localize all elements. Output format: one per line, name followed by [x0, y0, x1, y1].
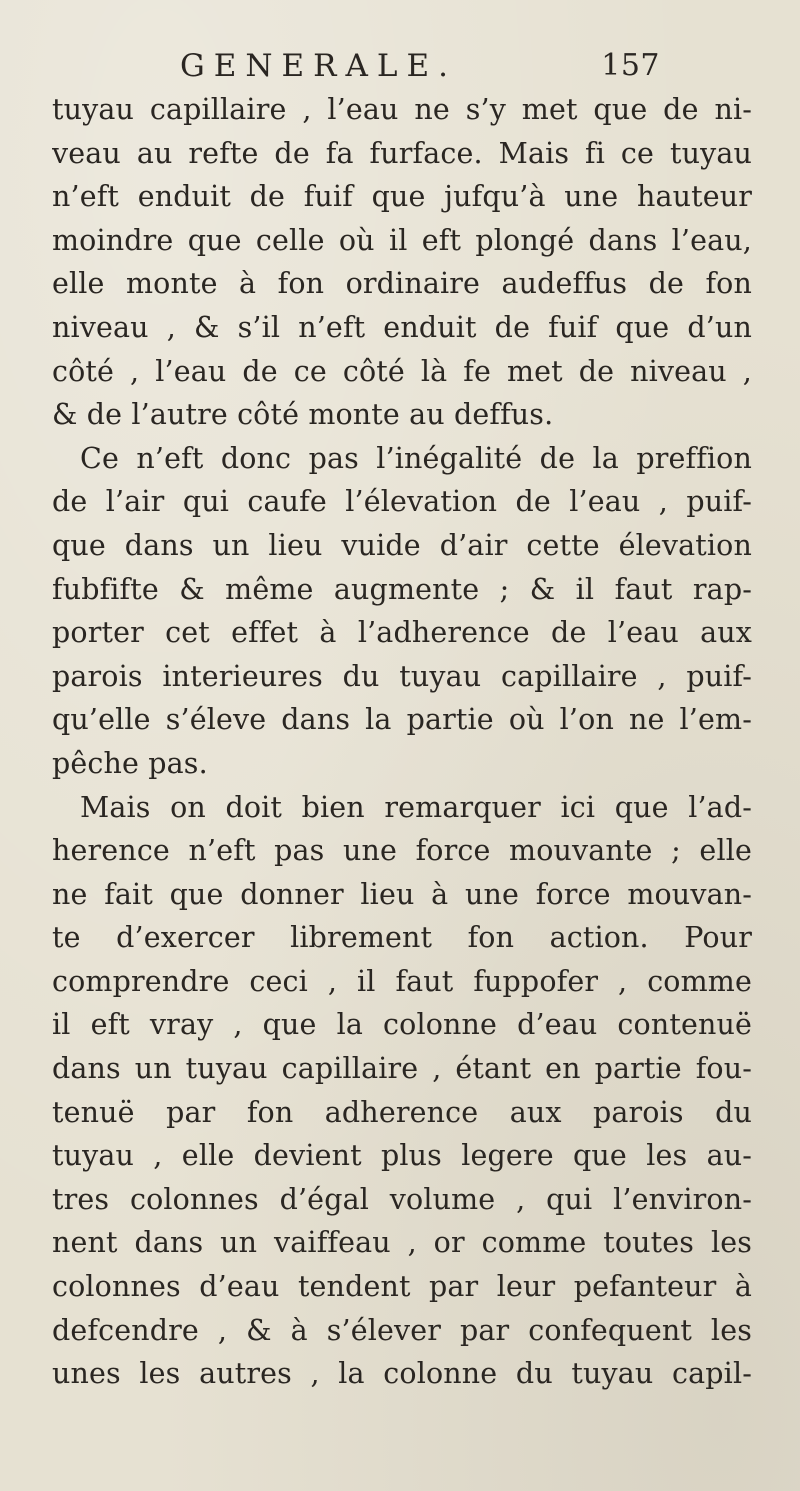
text-line: fubfifte & même augmente ; & il faut rap-	[52, 572, 752, 606]
text-line: nent dans un vaiffeau , or comme toutes les	[52, 1226, 752, 1260]
text-line: colonnes d’eau tendent par leur pefanteur à	[52, 1270, 752, 1304]
text-line: unes les autres , la colonne du tuyau capil-	[52, 1357, 752, 1391]
text-line: pêche pas.	[52, 746, 208, 780]
text-line: n’eft enduit de fuif que jufqu’à une hauteur	[52, 180, 752, 214]
text-line: defcendre , & à s’élever par confequent les	[52, 1313, 752, 1347]
running-title: GENERALE.	[180, 48, 457, 84]
page-number: 157	[601, 48, 660, 83]
running-head	[180, 48, 660, 92]
text-line: ne fait que donner lieu à une force mouvan-	[52, 877, 752, 911]
text-line: il eft vray , que la colonne d’eau contenuë	[52, 1008, 752, 1042]
text-line: qu’elle s’éleve dans la partie où l’on ne l’em-	[52, 703, 752, 737]
text-line: moindre que celle où il eft plongé dans l’eau,	[52, 223, 752, 257]
text-line: elle monte à fon ordinaire audeffus de fon	[52, 267, 752, 301]
text-line: parois interieures du tuyau capillaire , puif-	[52, 659, 752, 693]
text-line: que dans un lieu vuide d’air cette élevation	[52, 528, 752, 562]
body-text	[52, 88, 752, 1396]
text-line: niveau , & s’il n’eft enduit de fuif que d’un	[52, 310, 752, 344]
text-line: dans un tuyau capillaire , étant en partie fou-	[52, 1052, 752, 1086]
text-line: tres colonnes d’égal volume , qui l’environ-	[52, 1182, 752, 1216]
paragraph-start-line: Mais on doit bien remarquer ici que l’ad-	[80, 790, 752, 824]
text-line: tuyau , elle devient plus legere que les au-	[52, 1139, 752, 1173]
text-line: te d’exercer librement fon action. Pour	[52, 921, 752, 955]
text-line: herence n’eft pas une force mouvante ; elle	[52, 834, 752, 868]
text-line: & de l’autre côté monte au deffus.	[52, 398, 554, 432]
text-line: tuyau capillaire , l’eau ne s’y met que de ni-	[52, 93, 752, 126]
text-line: veau au refte de fa furface. Mais fi ce tuyau	[52, 136, 752, 170]
paragraph-start-line: Ce n’eft donc pas l’inégalité de la preffion	[80, 441, 752, 475]
text-line: côté , l’eau de ce côté là fe met de niveau ,	[52, 354, 752, 388]
text-line: comprendre ceci , il faut fuppofer , comme	[52, 964, 752, 998]
text-line: tenuë par fon adherence aux parois du	[52, 1095, 752, 1129]
text-line: porter cet effet à l’adherence de l’eau aux	[52, 616, 752, 650]
text-line: de l’air qui caufe l’élevation de l’eau , puif-	[52, 485, 752, 519]
